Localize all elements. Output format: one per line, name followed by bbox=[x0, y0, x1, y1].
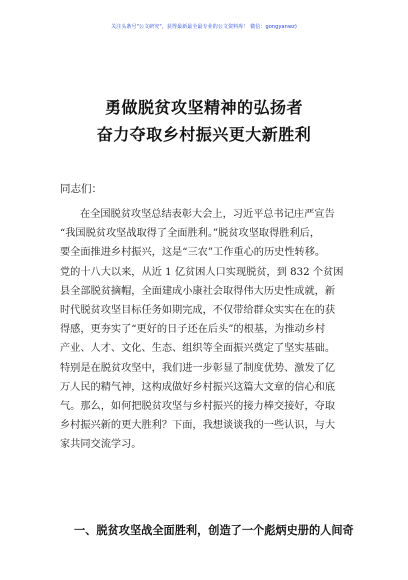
paragraph-line: 党的十八大以来，从近 1 亿贫困人口实现脱贫，到 832 个贫困 bbox=[60, 266, 344, 278]
paragraph-line: 气。那么，如何把脱贫攻坚与乡村振兴的接力棒交接好，夺取 bbox=[60, 400, 336, 412]
paragraph-line: 时代脱贫攻坚目标任务如期完成，不仅带给群众实实在在的获 bbox=[60, 304, 336, 316]
top-banner-notice: 关注头条号"公文研究"，获得最新最全最专业的公文资料库！ 微信：gongyanwz) bbox=[111, 24, 297, 30]
paragraph-line: 乡村振兴新的更大胜利？下面，我想谈谈我的一些认识，与大 bbox=[60, 420, 336, 432]
paragraph-line: “我国脱贫攻坚战取得了全面胜利。”脱贫攻坚取得胜利后， bbox=[60, 228, 321, 240]
title-line-2: 奋力夺取乡村振兴更大新胜利 bbox=[96, 125, 312, 144]
paragraph-line: 家共同交流学习。 bbox=[60, 439, 142, 451]
body-paragraph bbox=[60, 205, 360, 454]
paragraph-line: 万人民的精气神，这构成做好乡村振兴这篇大文章的信心和底 bbox=[60, 381, 336, 393]
section-heading: 一、脱贫攻坚战全面胜利，创造了一个彪炳史册的人间奇 bbox=[74, 524, 354, 537]
paragraph-line: 产业、人才、文化、生态、组织等全面振兴奠定了坚实基础。 bbox=[60, 343, 336, 355]
paragraph-line: 特别是在脱贫攻坚中，我们进一步彰显了制度优势、激发了亿 bbox=[60, 362, 336, 374]
salutation: 同志们： bbox=[60, 183, 102, 195]
title-line-1: 勇做脱贫攻坚精神的弘扬者 bbox=[104, 98, 303, 117]
paragraph-line: 要全面推进乡村振兴，这是“三农”工作重心的历史性转移。 bbox=[60, 247, 326, 259]
paragraph-line: 县全部脱贫摘帽，全面建成小康社会取得伟大历史性成就，新 bbox=[60, 285, 336, 297]
paragraph-line: 得感，更夯实了“更好的日子还在后头”的根基，为推动乡村 bbox=[60, 324, 326, 336]
paragraph-line: 在全国脱贫攻坚总结表彰大会上，习近平总书记庄严宣告 bbox=[80, 209, 335, 220]
